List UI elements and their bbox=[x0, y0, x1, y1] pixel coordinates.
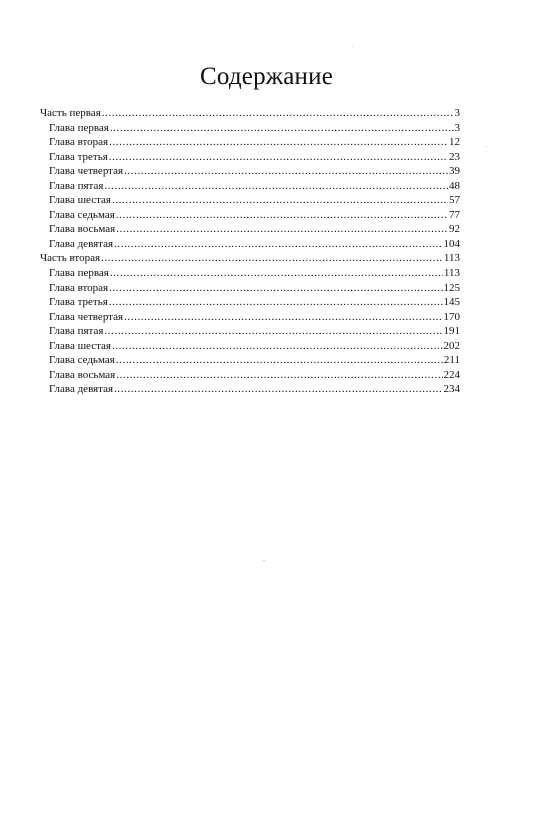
toc-leader-dots bbox=[104, 179, 448, 194]
toc-chapter-row bbox=[40, 179, 460, 194]
toc-part-1 bbox=[40, 106, 460, 121]
toc-chapter-row bbox=[40, 193, 460, 208]
toc-chapter-row bbox=[40, 295, 460, 310]
toc-chapter-label: Глава первая bbox=[49, 267, 109, 280]
scan-speck bbox=[263, 560, 265, 561]
toc-chapter-label: Глава шестая bbox=[49, 194, 111, 207]
toc-chapter-label: Глава девятая bbox=[49, 383, 114, 396]
toc-leader-dots bbox=[116, 368, 442, 383]
toc-page-number: 125 bbox=[443, 281, 460, 294]
toc-leader-dots bbox=[104, 324, 442, 339]
toc-page-number: 104 bbox=[443, 237, 460, 250]
toc-page-number: 12 bbox=[449, 136, 460, 149]
toc-chapter-label: Глава пятая bbox=[49, 325, 104, 338]
scan-speck bbox=[486, 146, 487, 147]
toc-leader-dots bbox=[112, 193, 448, 208]
toc-chapter-label: Глава восьмая bbox=[49, 223, 116, 236]
toc-chapter-label: Глава шестая bbox=[49, 339, 111, 352]
toc-page-number: 224 bbox=[443, 368, 460, 381]
toc-chapter-label: Глава вторая bbox=[49, 136, 109, 149]
toc-chapter-row bbox=[40, 150, 460, 165]
toc-leader-dots bbox=[112, 339, 443, 354]
toc-chapter-row bbox=[40, 368, 460, 383]
toc-leader-dots bbox=[114, 237, 442, 252]
toc-chapter-row bbox=[40, 281, 460, 296]
toc-leader-dots bbox=[116, 353, 443, 368]
toc-leader-dots bbox=[109, 135, 448, 150]
toc-chapter-label: Глава пятая bbox=[49, 179, 104, 192]
toc-leader-dots bbox=[109, 295, 443, 310]
toc-chapter-label: Глава девятая bbox=[49, 237, 114, 250]
toc-leader-dots bbox=[116, 208, 448, 223]
toc-leader-dots bbox=[110, 121, 454, 136]
toc-page-number: 92 bbox=[449, 223, 460, 236]
toc-chapter-row bbox=[40, 164, 460, 179]
toc-chapter-row bbox=[40, 353, 460, 368]
toc-page-number: 77 bbox=[449, 208, 460, 221]
toc-chapter-row bbox=[40, 266, 460, 281]
toc-page-number: 191 bbox=[443, 325, 460, 338]
toc-page-number: 113 bbox=[443, 267, 460, 280]
toc-leader-dots bbox=[102, 106, 454, 121]
toc-leader-dots bbox=[124, 310, 442, 325]
toc-chapter-row bbox=[40, 310, 460, 325]
toc-chapter-row bbox=[40, 324, 460, 339]
page-title: Содержание bbox=[200, 63, 333, 90]
toc-chapter-label: Глава седьмая bbox=[49, 354, 115, 367]
toc-page-number: 39 bbox=[449, 165, 460, 178]
toc-chapter-label: Глава первая bbox=[49, 121, 109, 134]
toc-chapter-label: Глава третья bbox=[49, 296, 108, 309]
toc-leader-dots bbox=[124, 164, 448, 179]
toc-page-number: 48 bbox=[449, 179, 460, 192]
toc-leader-dots bbox=[109, 150, 448, 165]
toc-page-number: 23 bbox=[449, 150, 460, 163]
toc-chapter-row bbox=[40, 339, 460, 354]
toc-leader-dots bbox=[101, 251, 443, 266]
toc-chapter-label: Глава третья bbox=[49, 150, 108, 163]
toc-page-number: 113 bbox=[443, 252, 460, 265]
toc-chapter-row bbox=[40, 135, 460, 150]
toc-chapter-row bbox=[40, 382, 460, 397]
toc-chapter-label: Глава четвертая bbox=[49, 165, 124, 178]
toc-chapter-row bbox=[40, 208, 460, 223]
toc-page-number: 3 bbox=[454, 121, 460, 134]
toc-page-number: 202 bbox=[443, 339, 460, 352]
toc-page-number: 211 bbox=[443, 354, 460, 367]
toc-part-2 bbox=[40, 251, 460, 266]
toc-part-label: Часть вторая bbox=[40, 252, 101, 265]
toc-page-number: 145 bbox=[443, 296, 460, 309]
toc-leader-dots bbox=[114, 382, 442, 397]
toc-page-number: 3 bbox=[454, 107, 460, 119]
toc-page-number: 170 bbox=[443, 310, 460, 323]
toc-chapter-label: Глава седьмая bbox=[49, 208, 115, 221]
toc-chapter-row bbox=[40, 121, 460, 136]
toc-chapter-label: Глава вторая bbox=[49, 281, 109, 294]
toc-page-number: 57 bbox=[449, 194, 460, 207]
toc-leader-dots bbox=[116, 222, 448, 237]
toc-leader-dots bbox=[110, 266, 443, 281]
scan-speck bbox=[352, 46, 353, 47]
toc-chapter-label: Глава четвертая bbox=[49, 310, 124, 323]
toc-chapter-row bbox=[40, 222, 460, 237]
toc-chapter-row bbox=[40, 237, 460, 252]
table-of-contents bbox=[40, 106, 460, 397]
toc-part-label: Часть первая bbox=[40, 107, 101, 119]
toc-leader-dots bbox=[109, 281, 442, 296]
toc-page-number: 234 bbox=[443, 383, 460, 396]
toc-chapter-label: Глава восьмая bbox=[49, 368, 116, 381]
